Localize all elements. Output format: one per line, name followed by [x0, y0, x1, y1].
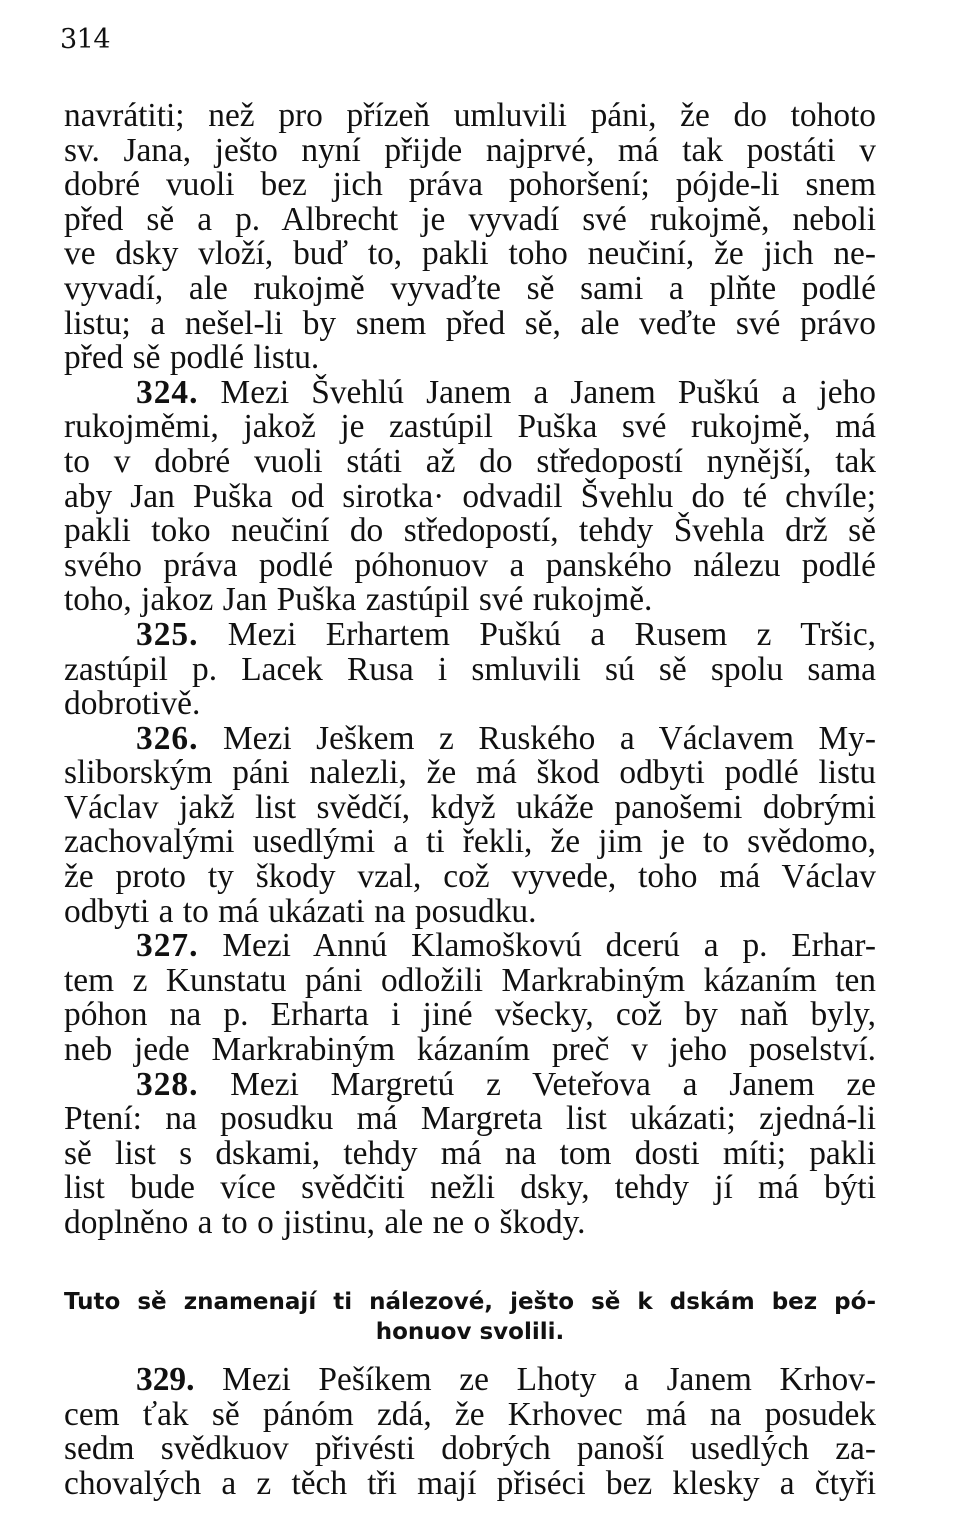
text-line: póhon na p. Erharta i jiné všecky, což by naň byly, — [64, 996, 876, 1034]
text-line: před sě podlé listu. — [64, 339, 320, 377]
secondary-text-block — [64, 1363, 876, 1501]
entry-line-328: 328. Mezi Margretú z Veteřova a Janem ze — [136, 1065, 876, 1103]
text-line: zachovalými usedlými a ti řekli, že jim je to svědomo, — [64, 823, 876, 861]
entry-number: 326. — [136, 719, 199, 757]
text-line: doplněno a to o jistinu, ale ne o škody. — [64, 1204, 586, 1241]
text-line: to v dobré vuoli státi až do středopostí nynější, tak — [64, 442, 876, 480]
entry-line-325: 325. Mezi Erhartem Puškú a Rusem z Tršic, — [136, 615, 876, 653]
text-line: chovalých a z těch tři mají přiséci bez klesky a čtyři — [64, 1464, 876, 1502]
text-line: tem z Kunstatu páni odložili Markrabiným kázaním ten — [64, 961, 876, 999]
text-line: list bude více svědčiti nežli dsky, tehdy jí má býti — [64, 1169, 876, 1207]
section-heading — [64, 1287, 876, 1347]
text-line: toho, jakoz Jan Puška zastúpil své rukojmě. — [64, 581, 653, 619]
text-line: Václav jakž list svědčí, když ukáže panošemi dobrými — [64, 788, 876, 826]
entry-number: 328. — [136, 1065, 199, 1103]
section-heading-line: Tuto sě znamenají ti nálezové, ješto sě k dskám bez pó- — [64, 1289, 876, 1315]
text-line: listu; a nešel-li by snem před sě, ale veďte své právo — [64, 304, 876, 342]
entry-number: 325. — [136, 615, 199, 653]
entry-number: 329. — [136, 1361, 195, 1398]
text-line: dobré vuoli bez jich práva pohoršení; pójde-li snem — [64, 166, 876, 204]
text-line: sedm svědkuov přivésti dobrých panoší usedlých za- — [64, 1430, 876, 1468]
entry-line-324: 324. Mezi Švehlú Janem a Janem Puškú a jeho — [136, 373, 876, 411]
text-line: vyvadí, ale rukojmě vyvaďte sě sami a plňte podlé — [64, 269, 876, 307]
text-line: sv. Jana, ješto nyní přijde najprvé, má tak postáti v — [64, 131, 876, 169]
text-line: dobrotivě. — [64, 685, 201, 723]
text-line: rukojměmi, jakož je zastúpil Puška své rukojmě, má — [64, 408, 876, 446]
entry-number: 324. — [136, 373, 199, 411]
text-line: zastúpil p. Lacek Rusa i smluvili sú sě spolu sama — [64, 650, 876, 688]
text-line: že proto ty škody vzal, což vyvede, toho má Václav — [64, 858, 876, 896]
entry-number: 327. — [136, 927, 199, 965]
entry-line-329: 329. Mezi Pešíkem ze Lhoty a Janem Krhov- — [136, 1361, 876, 1398]
text-line: před sě a p. Albrecht je vyvadí své rukojmě, neboli — [64, 200, 876, 238]
text-line: ve dsky vloží, buď to, pakli toho neučiní, že jich ne- — [64, 235, 876, 273]
text-line: sě list s dskami, tehdy má na tom dosti míti; pakli — [64, 1134, 876, 1172]
text-line: sliborským páni nalezli, že má škod odbyti podlé listu — [64, 754, 876, 792]
entry-line-326: 326. Mezi Ješkem z Ruského a Václavem My- — [136, 719, 876, 757]
section-heading-line: honuov svolili. — [375, 1319, 565, 1345]
text-line: svého práva podlé póhonuov a panského nálezu podlé — [64, 546, 876, 584]
main-text-block — [64, 99, 876, 1241]
text-line: cem ťak sě pánóm zdá, že Krhovec má na posudek — [64, 1395, 876, 1433]
text-line: navrátiti; než pro přízeň umluvili páni, že do tohoto — [64, 97, 876, 134]
text-line: Ptení: na posudku má Margreta list ukázati; zjedná-li — [64, 1100, 876, 1138]
entry-line-327: 327. Mezi Annú Klamoškovú dcerú a p. Erhar- — [136, 927, 876, 965]
text-line: odbyti a to má ukázati na posudku. — [64, 892, 537, 930]
text-line: pakli toko neučiní do středopostí, tehdy Švehla drž sě — [64, 512, 876, 550]
text-line: neb jede Markrabiným kázaním preč v jeho poselství. — [64, 1031, 876, 1069]
page-number: 314 — [60, 24, 111, 55]
text-line: aby Jan Puška od sirotka· odvadil Švehlu do té chvíle; — [64, 477, 876, 515]
